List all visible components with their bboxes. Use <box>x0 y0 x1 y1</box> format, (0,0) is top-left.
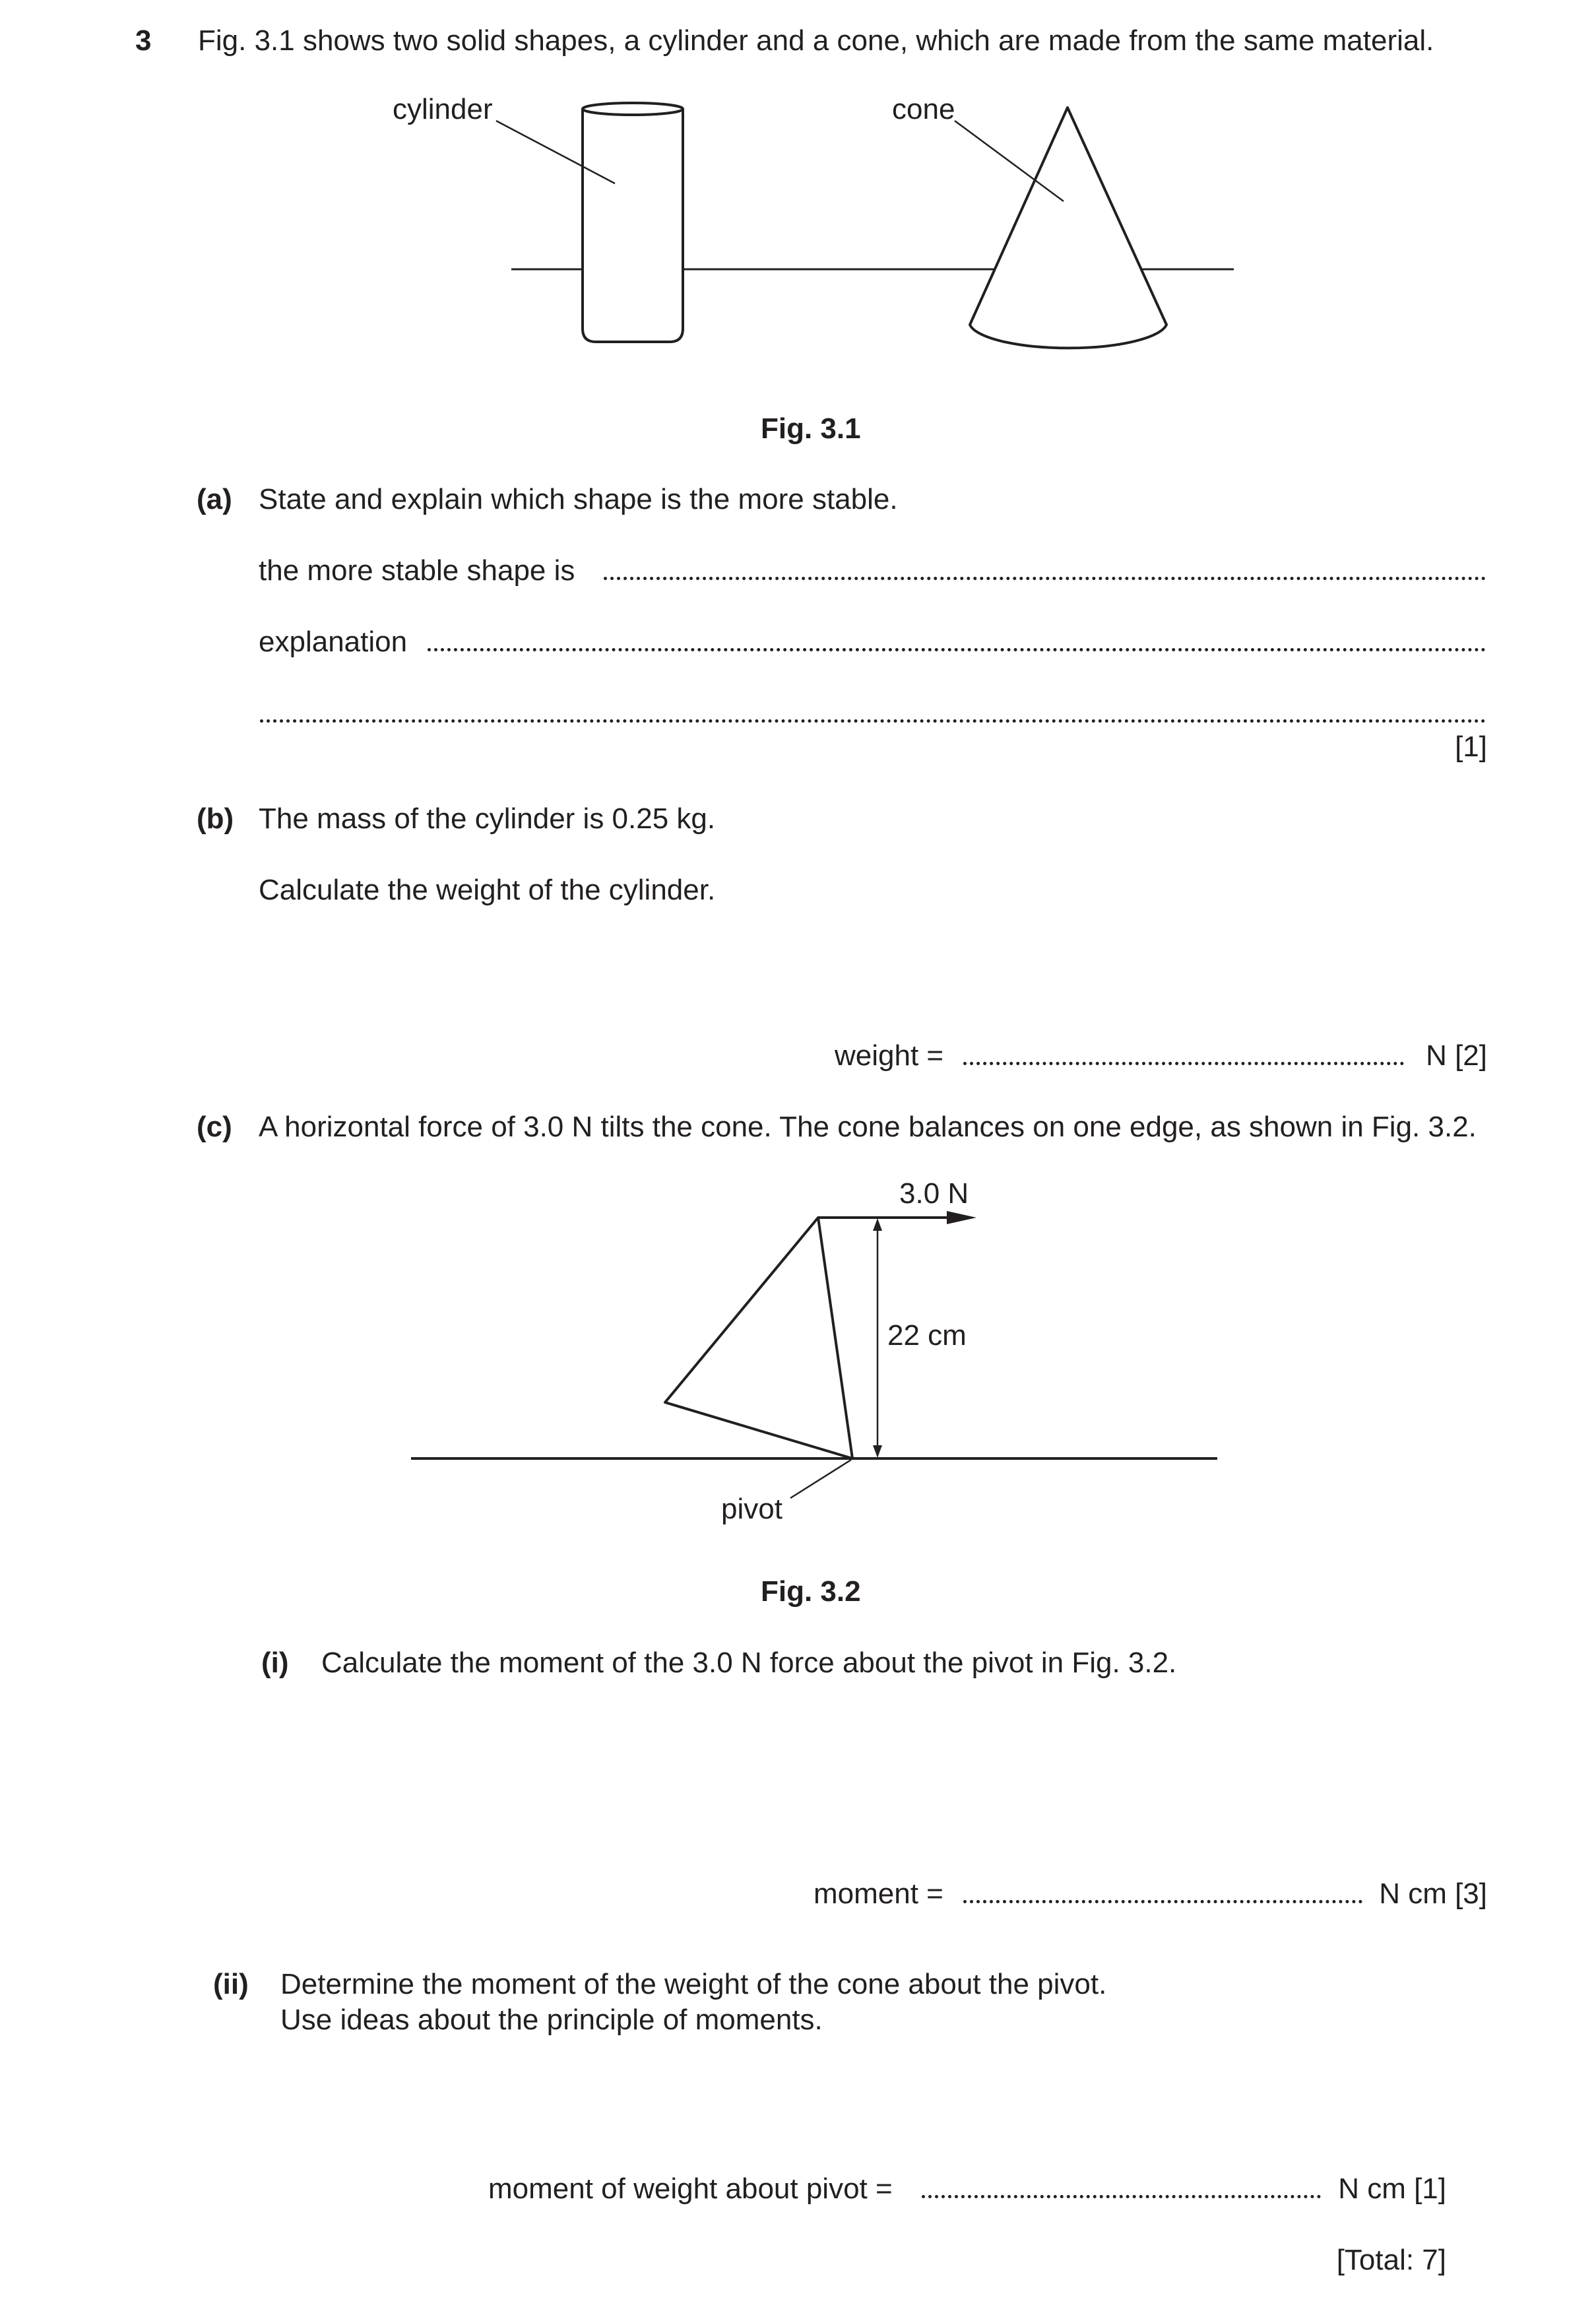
tilted-cone <box>665 1218 852 1458</box>
moment-answer-line[interactable] <box>963 1900 1362 1903</box>
weight-answer-label: weight = <box>835 1039 944 1072</box>
distance-arrow-head-bottom <box>873 1445 882 1458</box>
question-intro: Fig. 3.1 shows two solid shapes, a cylinder and a cone, which are made from the same material. <box>198 24 1434 57</box>
part-ci-text: Calculate the moment of the 3.0 N force about the pivot in Fig. 3.2. <box>321 1647 1177 1679</box>
cylinder-shape <box>583 103 683 342</box>
pivot-leader-line <box>790 1460 851 1498</box>
force-label: 3.0 N <box>899 1177 969 1210</box>
stable-shape-label: the more stable shape is <box>259 554 575 587</box>
fig-3-1-caption: Fig. 3.1 <box>761 412 861 445</box>
weight-moment-answer-label: moment of weight about pivot = <box>488 2173 893 2205</box>
stable-shape-answer-line[interactable] <box>604 577 1486 580</box>
moment-unit-marks: N cm [3] <box>1379 1878 1487 1910</box>
part-a-marks: [1] <box>1455 731 1487 763</box>
part-c-text: A horizontal force of 3.0 N tilts the cone. The cone balances on one edge, as shown in Fig. 3.2. <box>259 1111 1477 1143</box>
part-c-letter: (c) <box>197 1111 232 1143</box>
distance-label: 22 cm <box>887 1319 967 1352</box>
explanation-label: explanation <box>259 626 408 658</box>
part-cii-numeral: (ii) <box>213 1968 249 2000</box>
part-ci-numeral: (i) <box>261 1647 289 1679</box>
fig-3-2-caption: Fig. 3.2 <box>761 1575 861 1608</box>
weight-moment-answer-line[interactable] <box>922 2195 1321 2198</box>
question-number: 3 <box>135 24 152 57</box>
pivot-label: pivot <box>721 1493 782 1525</box>
part-a-text: State and explain which shape is the more stable. <box>259 483 898 515</box>
part-cii-text-2: Use ideas about the principle of moments. <box>280 2004 823 2036</box>
part-cii-text-1: Determine the moment of the weight of the cone about the pivot. <box>280 1968 1107 2000</box>
explanation-answer-line-2[interactable] <box>260 719 1486 723</box>
part-b-text-2: Calculate the weight of the cylinder. <box>259 874 716 906</box>
part-b-letter: (b) <box>197 802 234 835</box>
figure-3-2 <box>0 1155 1596 1551</box>
weight-moment-unit-marks: N cm [1] <box>1338 2173 1446 2205</box>
cylinder-label: cylinder <box>393 93 493 125</box>
total-marks: [Total: 7] <box>1336 2244 1446 2276</box>
moment-answer-label: moment = <box>814 1878 943 1910</box>
figure-3-1 <box>0 0 1596 462</box>
cone-shape <box>970 108 1166 348</box>
weight-unit-marks: N [2] <box>1426 1039 1487 1072</box>
part-a-letter: (a) <box>197 483 232 515</box>
distance-arrow-head-top <box>873 1218 882 1231</box>
force-arrow-head <box>947 1211 976 1224</box>
weight-answer-line[interactable] <box>963 1062 1404 1065</box>
part-b-text-1: The mass of the cylinder is 0.25 kg. <box>259 802 716 835</box>
explanation-answer-line-1[interactable] <box>428 648 1486 651</box>
cone-label: cone <box>892 93 955 125</box>
